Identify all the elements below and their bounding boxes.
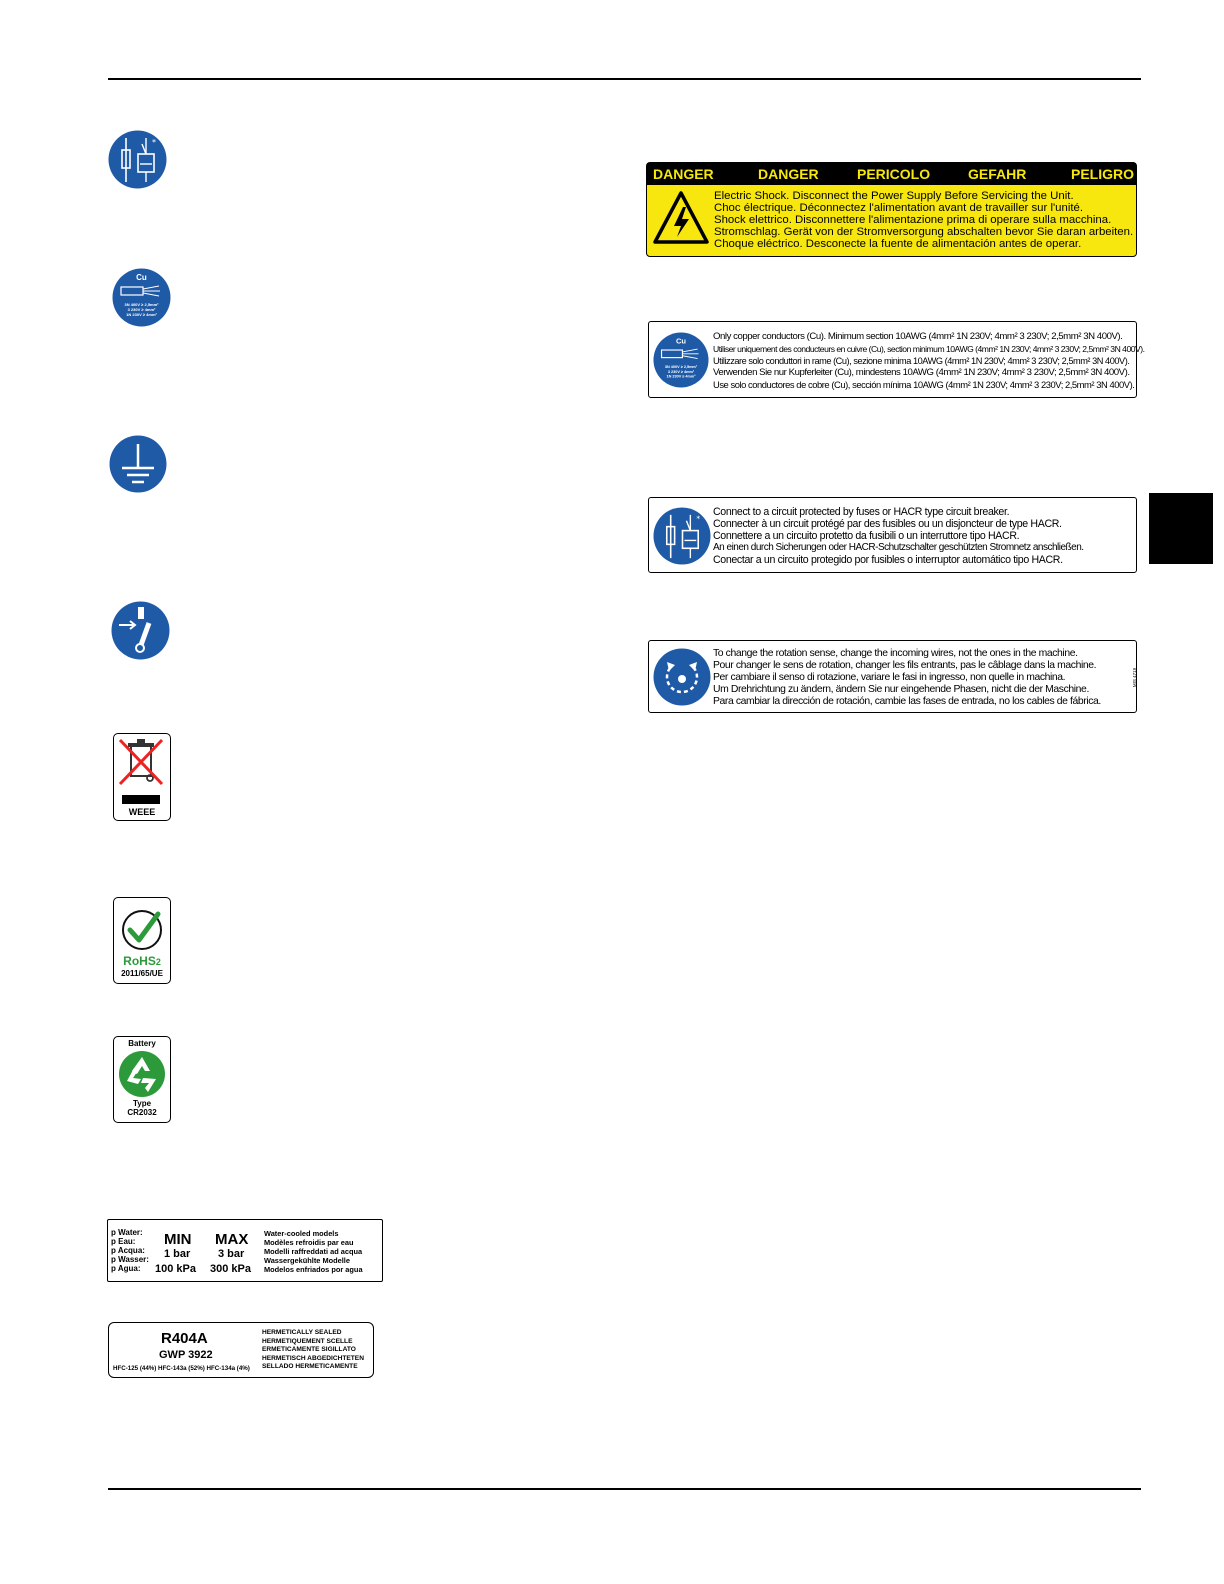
danger-line-5: Choque eléctrico. Desconecte la fuente de alimentación antes de operar. — [714, 238, 1082, 250]
rotation-line-3: Per cambiare il senso di rotazione, variare le fasi in ingresso, non quelle in machina. — [713, 672, 1066, 683]
danger-header — [647, 163, 1136, 185]
top-rule — [108, 78, 1141, 80]
danger-line-2: Choc électrique. Déconnectez l'alimentation avant de travailler sur l'unité. — [714, 202, 1084, 214]
cu-label-icon-text: Cu — [675, 336, 687, 346]
copper-conductor-symbol — [112, 268, 171, 327]
hacr-line-1: Connect to a circuit protected by fuses or HACR type circuit breaker. — [713, 506, 1010, 518]
high-voltage-icon — [652, 190, 710, 245]
pw-right-4: Wassergekühlte Modelle — [264, 1256, 350, 1265]
danger-label — [646, 162, 1137, 257]
copper-cable-icon — [112, 268, 171, 327]
refrigerant-label — [108, 1322, 374, 1378]
battery-caption: Battery — [128, 1039, 156, 1048]
hacr-line-3: Connettere a un circuito protetto da fusibili o un interruttore tipo HACR. — [713, 530, 1020, 542]
pw-left-4: p Wasser: — [111, 1255, 149, 1264]
pw-right-1: Water-cooled models — [264, 1229, 339, 1238]
sealed-4: HERMETISCH ABGEDICHTETEN — [262, 1354, 364, 1362]
rotation-line-5: Para cambiar la dirección de rotación, cambie las fases de entrada, no los cables de fábrica. — [713, 696, 1101, 707]
danger-header-fr: DANGER — [758, 166, 819, 182]
cu-small-1: 3N 400V ≥ 2,5mm² — [124, 302, 159, 307]
hacr-line-2: Connecter à un circuit protégé par des fusibles ou un disjoncteur de type HACR. — [713, 518, 1062, 530]
pw-right-lines — [264, 1229, 363, 1274]
pw-left-3: p Acqua: — [111, 1246, 145, 1255]
battery-symbol — [113, 1036, 171, 1123]
refrigerant-gwp: GWP 3922 — [159, 1349, 213, 1361]
cu-text: Cu — [136, 273, 147, 282]
pw-right-3: Modelli raffreddati ad acqua — [264, 1247, 363, 1256]
battery-type: Type — [132, 1099, 152, 1108]
svg-text:*: * — [696, 514, 701, 524]
rohs-directive: 2011/65/UE — [121, 969, 163, 978]
rohs-symbol — [113, 897, 171, 984]
cu-small-2: 3 230V ≥ 4mm² — [127, 307, 156, 312]
danger-header-es: PELIGRO — [1071, 166, 1135, 182]
sealed-5: SELLADO HERMETICAMENTE — [262, 1363, 358, 1370]
crossed-bin-icon — [114, 736, 169, 806]
copper-text — [713, 331, 1145, 391]
rotation-code: MIS 4719 — [1131, 667, 1137, 688]
fuse-breaker-icon — [653, 507, 711, 565]
copper-cable-icon — [653, 332, 709, 388]
pw-max-kpa: 300 kPa — [210, 1263, 251, 1275]
water-pressure-label — [107, 1219, 383, 1282]
recycle-icon — [117, 1049, 167, 1099]
sealed-2: HERMETIQUEMENT SCELLE — [262, 1337, 353, 1345]
danger-header-it: PERICOLO — [857, 166, 931, 182]
pw-min-label: MIN — [164, 1231, 192, 1248]
copper-line-3: Utilizzare solo conduttori in rame (Cu), sezione minima 10AWG (4mm² 1N 230V; 4mm² 3 230V; 2,5mm² 3N 400V). — [713, 356, 1130, 366]
sealed-3: ERMETICAMENTE SIGILLATO — [262, 1346, 356, 1353]
pw-left-1: p Water: — [111, 1228, 143, 1237]
copper-line-4: Verwenden Sie nur Kupferleiter (Cu), mindestens 10AWG (4mm² 1N 230V; 4mm² 3 230V; 2,5mm² 3N 400V). — [713, 367, 1130, 378]
pw-left-5: p Agua: — [111, 1264, 141, 1273]
danger-header-en: DANGER — [653, 166, 714, 182]
danger-line-4: Stromschlag. Gerät von der Stromversorgung abschalten bevor Sie daran arbeiten. — [714, 226, 1134, 238]
hacr-line-5: Conectar a un circuito protegido por fusibles o interruptor automático tipo HACR. — [713, 554, 1063, 566]
bottom-rule — [108, 1488, 1141, 1490]
disconnect-symbol — [111, 601, 170, 660]
fuse-breaker-icon — [108, 130, 167, 189]
svg-text:*: * — [152, 138, 156, 147]
rohs-sub: 2 — [155, 957, 161, 967]
chapter-tab — [1149, 493, 1213, 564]
cu-label-small-1: 3N 400V ≥ 2,5mm² — [664, 365, 698, 370]
rohs-title — [114, 954, 170, 968]
fuse-breaker-symbol — [108, 130, 167, 189]
rohs-title-text: RoHS — [123, 954, 156, 968]
rotation-icon — [653, 648, 711, 706]
rotation-line-4: Um Drehrichtung zu ändern, ändern Sie nur eingehende Phasen, nicht die der Maschine. — [713, 684, 1089, 695]
cu-small-3: 1N 230V ≥ 4mm² — [126, 312, 157, 317]
copper-conductor-label — [648, 321, 1145, 398]
copper-line-2: Utiliser uniquement des conducteurs en cuivre (Cu), section minimum 10AWG (4mm² 1N 230V; 4mm² 3 230V; 2,5mm² 3N 400V). — [713, 344, 1145, 354]
refrigerant-sealed-lines — [262, 1329, 364, 1372]
battery-model: CR2032 — [127, 1108, 157, 1117]
pw-right-5: Modelos enfriados por agua — [264, 1265, 363, 1274]
rotation-label — [648, 640, 1137, 713]
refrigerant-name: R404A — [161, 1330, 208, 1347]
pw-left-2: p Eau: — [111, 1237, 136, 1246]
danger-line-1: Electric Shock. Disconnect the Power Supply Before Servicing the Unit. — [714, 190, 1074, 202]
danger-header-de: GEFAHR — [968, 166, 1027, 182]
rotation-line-2: Pour changer le sens de rotation, changer les fils entrants, pas le câblage dans la machine. — [713, 660, 1097, 671]
pw-right-2: Modèles refroidis par eau — [264, 1238, 354, 1247]
pw-max-label: MAX — [215, 1231, 249, 1248]
hacr-label — [648, 497, 1137, 573]
cu-label-small-2: 3 230V ≥ 4mm² — [667, 369, 695, 374]
refrigerant-composition: HFC-125 (44%) HFC-143a (52%) HFC-134a (4%) — [113, 1365, 250, 1372]
rotation-text — [713, 648, 1101, 708]
ground-icon — [109, 435, 167, 493]
cu-label-small-3: 1N 230V ≥ 4mm² — [666, 374, 696, 379]
weee-symbol — [113, 733, 171, 821]
hacr-line-4: An einen durch Sicherungen oder HACR-Schutzschalter geschützten Stromnetz anschließen. — [713, 542, 1084, 553]
danger-text — [714, 190, 1133, 250]
pw-max-bar: 3 bar — [218, 1248, 245, 1260]
pw-left-lines — [111, 1228, 149, 1273]
ground-symbol — [109, 435, 167, 493]
hacr-text — [713, 506, 1084, 566]
rotation-line-1: To change the rotation sense, change the incoming wires, not the ones in the machine. — [713, 648, 1078, 659]
check-icon — [120, 908, 164, 952]
copper-line-1: Only copper conductors (Cu). Minimum section 10AWG (4mm² 1N 230V; 4mm² 3 230V; 2,5mm² 3N 400V). — [713, 331, 1123, 342]
danger-line-3: Shock elettrico. Disconnettere l'alimentazione prima di operare sulla macchina. — [714, 214, 1112, 226]
disconnect-switch-icon — [111, 601, 170, 660]
copper-line-5: Use solo conductores de cobre (Cu), sección mínima 10AWG (4mm² 1N 230V; 4mm² 3 230V; 2,5mm² 3N 400V). — [713, 379, 1135, 390]
weee-caption: WEEE — [128, 807, 156, 817]
pw-min-bar: 1 bar — [164, 1248, 191, 1260]
pw-min-kpa: 100 kPa — [155, 1263, 196, 1275]
sealed-1: HERMETICALLY SEALED — [262, 1329, 342, 1336]
